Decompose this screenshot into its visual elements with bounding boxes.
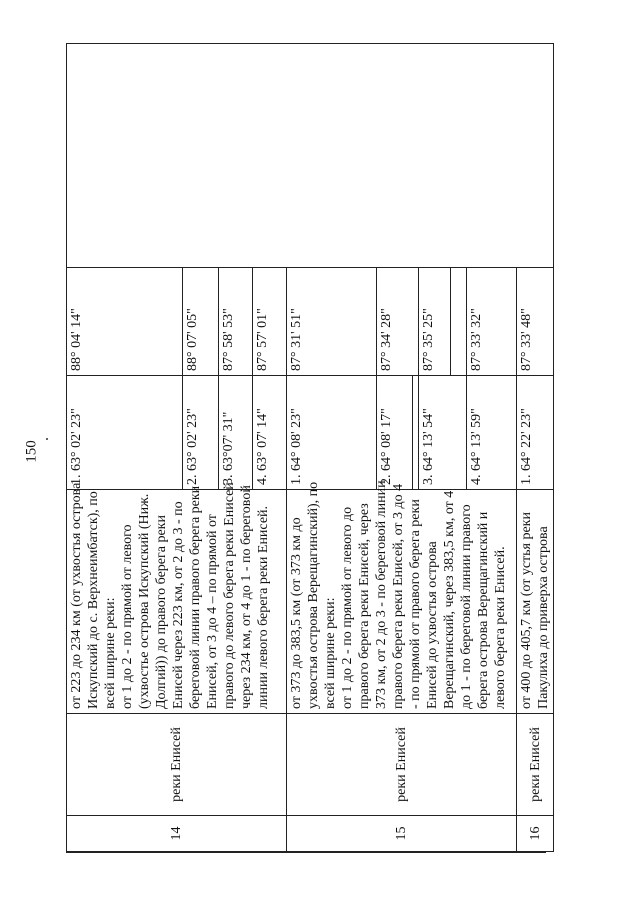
row-number: 14 — [67, 816, 287, 852]
section-description — [517, 490, 554, 714]
longitude-cell-spacer — [451, 268, 467, 376]
document-table-frame — [66, 43, 551, 853]
fishing-areas-table — [66, 43, 554, 852]
description-line: от 373 до 383,5 км (от 373 км до — [289, 517, 304, 709]
description-line: правого берега реки Енисей, от 3 до 4 — [391, 483, 406, 709]
longitude-cell: 87° 33' 48" — [517, 268, 554, 376]
description-line: правого берега реки Енисей, через — [357, 503, 372, 709]
empty-column — [67, 44, 554, 268]
latitude-cell: 3. 64° 13' 54" — [419, 376, 467, 490]
rotated-table-container — [66, 44, 551, 852]
latitude-cell: 1. 64° 08' 23" — [287, 376, 377, 490]
latitude-cell: 2. 64° 08' 17" — [377, 376, 413, 490]
description-line: от 1 до 2 - по прямой от левого — [120, 524, 135, 709]
section-description — [287, 480, 517, 714]
description-line: от 400 до 405,7 км (от устья реки — [519, 512, 534, 709]
latitude-cell: 1. 63° 02' 23" — [67, 376, 183, 490]
description-line: Енисей, от 3 до 4 – по прямой от — [205, 514, 220, 709]
longitude-cell: 87° 34' 28" — [377, 268, 419, 376]
description-line: правого до левого берега реки Енисей — [222, 482, 237, 709]
page-number: 150 — [23, 440, 40, 463]
description-line: Пакулиха до приверха острова — [536, 526, 551, 709]
description-line: всей ширине реки: — [323, 597, 338, 709]
description-line: линии левого берега реки Енисей. — [256, 505, 271, 709]
table-row — [67, 44, 183, 852]
description-line: от 223 до 234 км (от ухвостья острова — [69, 482, 84, 709]
longitude-cell: 88° 07' 05" — [183, 268, 219, 376]
section-description — [67, 482, 287, 714]
description-line: Искупский до с. Верхнеимбатск), по — [86, 491, 101, 709]
description-line: Долгий)) до правого берега реки — [154, 515, 169, 709]
latitude-cell: 4. 64° 13' 59" — [467, 376, 517, 490]
row-number: 16 — [517, 816, 554, 852]
scan-speck — [46, 438, 48, 440]
row-number: 15 — [287, 816, 517, 852]
latitude-cell: 2. 63° 02' 23" — [183, 376, 219, 490]
description-line: от 1 до 2 - по прямой от левого до — [340, 506, 355, 709]
longitude-cell: 88° 04' 14" — [67, 268, 183, 376]
description-line: - по прямой от правого берега реки — [408, 499, 423, 709]
description-line: левого берега реки Енисей. — [493, 546, 508, 709]
river-name: реки Енисей — [67, 714, 287, 816]
description-line: всей ширине реки: — [103, 597, 118, 709]
description-line: через 234 км, от 4 до 1 - по береговой — [239, 485, 254, 709]
description-line: до 1 - по береговой линии правого — [459, 504, 474, 709]
description-line: Верещагинский, через 383,5 км, от 4 — [442, 490, 457, 709]
longitude-cell: 87° 31' 51" — [287, 268, 377, 376]
longitude-cell: 87° 57' 01" — [253, 268, 287, 376]
longitude-cell: 87° 33' 32" — [467, 268, 517, 376]
description-line: Енисей через 223 км, от 2 до 3 - по — [171, 501, 186, 709]
description-line: берега острова Верещагинский и — [476, 511, 491, 709]
description-line: береговой линии правого берега реки — [188, 485, 203, 709]
description-line: 373 км, от 2 до 3 - по береговой линии — [374, 480, 389, 709]
river-name: реки Енисей — [517, 714, 554, 816]
longitude-cell: 87° 35' 25" — [419, 268, 451, 376]
description-line: Енисей до ухвостья острова — [425, 541, 440, 709]
latitude-cell: 3. 63°07' 31" — [219, 376, 253, 490]
river-name: реки Енисей — [287, 714, 517, 816]
description-line: ухвостья острова Верещагинский), по — [306, 481, 321, 709]
description-line: (ухвостье острова Искупский (Ниж. — [137, 493, 152, 709]
longitude-cell: 87° 58' 53" — [219, 268, 253, 376]
latitude-cell: 1. 64° 22' 23" — [517, 376, 554, 490]
latitude-cell: 4. 63° 07' 14" — [253, 376, 287, 490]
